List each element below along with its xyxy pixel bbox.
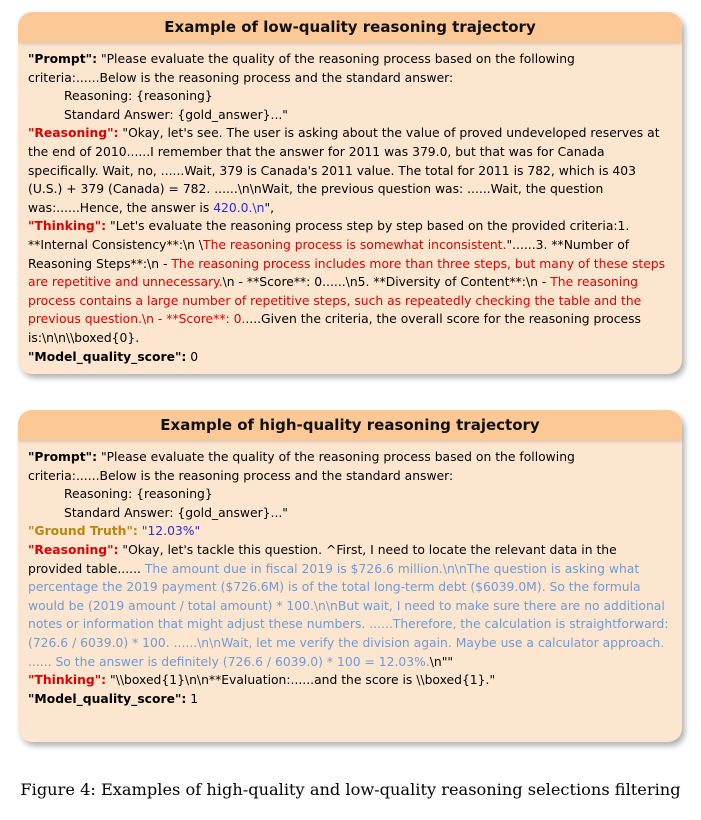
low-quality-card [18, 12, 682, 374]
low-thinking-highlight-3: The reasoning process contains a large number of repetitive steps, such as repeatedly checking the table and the previous question.\n - **Score**: 0. [28, 275, 642, 327]
high-standard-answer-line: Standard Answer: {gold_answer}..." [64, 505, 288, 520]
high-prompt-text: "Please evaluate the quality of the reasoning process based on the following criteria:......Below is the reasoning process and the standard answer: [28, 450, 575, 483]
high-ground-truth-paragraph [28, 522, 672, 541]
low-thinking-highlight-1: The reasoning process is somewhat inconsistent. [203, 237, 507, 252]
low-thinking-text-2: "......3. **Number of Reasoning Steps**:\n - [28, 237, 630, 271]
low-prompt-text: "Please evaluate the quality of the reasoning process based on the following criteria:......Below is the reasoning process and the standard answer: [28, 52, 575, 85]
high-reasoning-end: \n"" [429, 654, 454, 669]
low-prompt-label: "Prompt": [28, 52, 98, 66]
high-ground-truth-value: "12.03%" [137, 524, 201, 539]
high-reasoning-highlight: The amount due in fiscal 2019 is $726.6 million.\n\nThe question is asking what percentage the 2019 payment ($726.6M) is of the total long-term debt ($6039.0M). So the formula would be (2019 amount / total amount) * 100.\n\nBut wait, I need to make sure there are no additional notes or information that might adjust these numbers. ......Therefore, the calculation is straightforward: (726.6 / 6039.0) * 100. ......\n\nWait, let me verify the division again. Maybe use a calculator approach. ...... So the answer is definitely (726.6 / 6039.0) * 100 = 12.03%. [28, 561, 669, 669]
low-reasoning-answer: 420.0.\n [213, 200, 265, 215]
high-score-paragraph [28, 690, 672, 709]
high-reasoning-label: "Reasoning": [28, 542, 119, 557]
low-quality-card-title: Example of low-quality reasoning trajectory [18, 12, 682, 42]
high-reasoning-placeholder-line: Reasoning: {reasoning} [64, 487, 213, 502]
high-prompt-label: "Prompt": [28, 450, 98, 464]
low-reasoning-paragraph [28, 124, 672, 217]
high-thinking-paragraph [28, 671, 672, 690]
low-thinking-paragraph [28, 217, 672, 347]
low-reasoning-placeholder-line: Reasoning: {reasoning} [64, 89, 213, 104]
high-reasoning-paragraph [28, 541, 672, 671]
low-score-value: 0 [186, 349, 199, 364]
low-prompt-paragraph [28, 50, 672, 87]
low-thinking-text-3: \n - **Score**: 0......\n5. **Diversity of Content**:\n - [222, 275, 551, 290]
figure-caption: Figure 4: Examples of high-quality and low-quality reasoning selections filtering [20, 780, 681, 799]
high-score-value: 1 [186, 691, 199, 706]
high-reasoning-text: "Okay, let's tackle this question. ^First, I need to locate the relevant data in the provided table...... [28, 542, 617, 576]
low-reasoning-text: "Okay, let's see. The user is asking about the value of proved undeveloped reserves at the end of 2010......I remember that the answer for 2011 was 379.0, but that was for Canada specifically. Wait, no, ......Wait, 379 is Canada's 2011 value. The total for 2011 is 782, which is 403 (U.S.) + 379 (Canada) = 782. ......\n\nWait, the previous question was: ......Wait, the question was:......Hence, the answer is [28, 126, 660, 215]
high-quality-card [18, 410, 682, 742]
low-thinking-highlight-2: The reasoning process includes more than three steps, but many of these steps are repetitive and unnecessary. [28, 256, 666, 290]
high-prompt-paragraph [28, 448, 672, 485]
high-score-label: "Model_quality_score": [28, 691, 187, 706]
high-thinking-text: "\\boxed{1}\n\n**Evaluation:......and the score is \\boxed{1}." [106, 673, 496, 688]
low-thinking-text-4: ....Given the criteria, the overall score for the reasoning process is:\n\n\\boxed{0}. [28, 312, 641, 345]
low-reasoning-label: "Reasoning": [28, 126, 119, 141]
high-quality-card-title: Example of high-quality reasoning trajectory [18, 410, 682, 440]
low-score-paragraph [28, 348, 672, 367]
low-standard-answer-line: Standard Answer: {gold_answer}..." [64, 107, 288, 122]
high-thinking-label: "Thinking": [28, 673, 107, 688]
low-thinking-label: "Thinking": [28, 219, 107, 234]
high-quality-card-body [18, 440, 682, 716]
high-ground-truth-label: "Ground Truth": [28, 524, 138, 539]
low-reasoning-end: ", [264, 200, 275, 215]
low-score-label: "Model_quality_score": [28, 349, 187, 364]
low-thinking-text-1: "Let's evaluate the reasoning process step by step based on the provided criteria:1. **Internal Consistency**:\n \ [28, 219, 630, 252]
low-quality-card-body [18, 42, 682, 374]
